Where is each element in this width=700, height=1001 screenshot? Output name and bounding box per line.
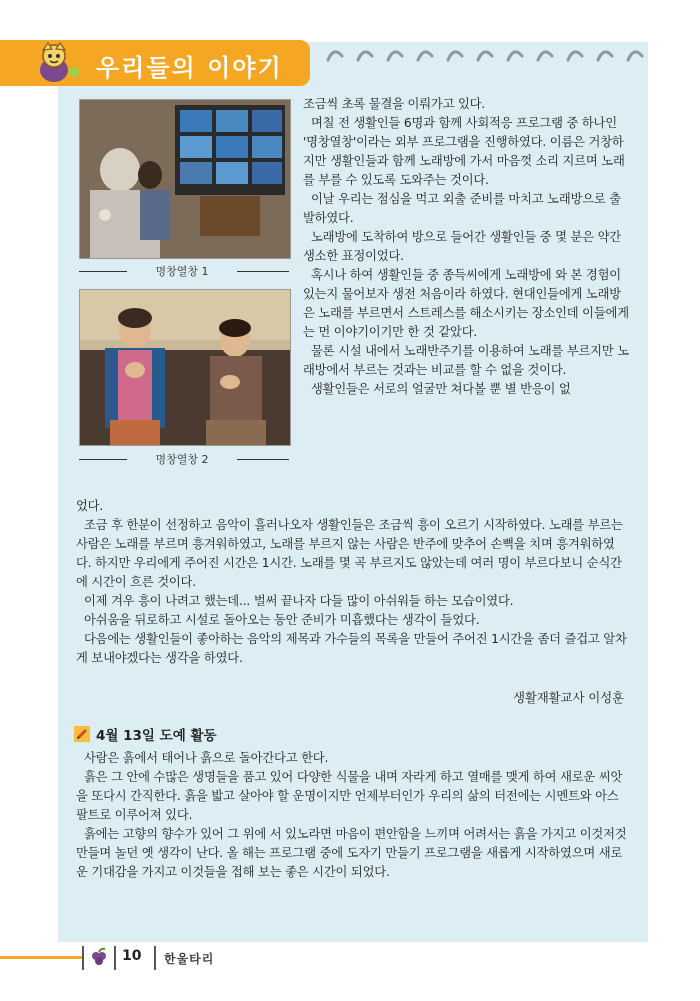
caption-rule-right: [237, 459, 289, 460]
author-signature: 생활재활교사 이성훈: [513, 691, 624, 705]
caption-rule-right: [237, 271, 289, 272]
paragraph: 조금 후 한분이 선정하고 음악이 흘러나오자 생활인들은 조금씩 흥이 오르기 시작하였다. 노래를 부르는 사람은 노래를 부르며 흥겨워하였고, 노래를 부르지 않는 사람은 반주에 맞추어 손뼉을 치며 흥겨워하였다. 하지만 우리에게 주어진 시간은 1시간. 노래를 몇 곡 부르지도 않았는데 여러 명이 부르다보니 순식간에 시간이 흐른 것이다.: [76, 518, 623, 589]
paragraph: 흙은 그 안에 수많은 생명들을 품고 있어 다양한 식물을 내며 자라게 하고 열매를 맺게 하여 새로운 씨앗을 또다시 간직한다. 흙을 밟고 살아야 할 운명이지만 언제부터인가 우리의 삶의 터전에는 시멘트와 아스팔트로 이루어져 있다.: [76, 770, 623, 822]
grape-icon: [88, 946, 110, 968]
caption-rule-left: [79, 459, 127, 460]
paragraph: 이제 겨우 흥이 나려고 했는데... 벌써 끝나자 다들 많이 아쉬워들 하는 모습이였다.: [84, 594, 514, 608]
paragraph: 이날 우리는 점심을 먹고 외출 준비를 마치고 노래방으로 출발하였다.: [303, 192, 621, 225]
footer-divider: [82, 946, 84, 970]
photo-caption-2: 명창열창 2: [155, 453, 209, 466]
photo-karaoke-1: [79, 99, 291, 259]
pencil-icon: [74, 726, 90, 742]
article-right-column: [303, 95, 630, 399]
paragraph: 다음에는 생활인들이 좋아하는 음악의 제목과 가수들의 목록을 만들어 주어진 1시간을 좀더 즐겁고 알차게 보내야겠다는 생각을 하였다.: [76, 632, 627, 665]
magazine-name: 한울타리: [164, 952, 215, 966]
section-heading-text: 4월 13일 도예 활동: [96, 728, 217, 744]
footer-divider: [114, 946, 116, 970]
article-full-width: [76, 497, 630, 668]
paragraph: 며칠 전 생활인들 6명과 함께 사회적응 프로그램 중 하나인 '명창열창'이라는 외부 프로그램을 진행하였다. 이름은 거창하지만 생활인들과 함께 노래방에 가서 마음껏 소리 지르며 노래를 부를 수 있도록 도와주는 것이다.: [303, 116, 625, 187]
paragraph: 흙에는 고향의 향수가 있어 그 위에 서 있노라면 마음이 편안함을 느끼며 어려서는 흙을 가지고 이것저것 만들며 놀던 옛 생각이 난다. 올 해는 프로그램 중에 도자기 만들기 프로그램을 새롭게 시작하였으며 새로운 기대감을 가지고 이것들을 접해 보는 좋은 시간이 되었다.: [76, 827, 627, 879]
article2-body: [76, 749, 630, 882]
paragraph: 었다.: [76, 499, 104, 513]
paragraph: 아쉬움을 뒤로하고 시설로 돌아오는 동안 준비가 미흡했다는 생각이 들었다.: [84, 613, 480, 627]
paragraph: 혹시나 하여 생활인들 중 종득씨에게 노래방에 와 본 경험이 있는지 물어보자 생전 처음이라 하였다. 현대인들에게 노래방은 노래를 부르면서 스트레스를 해소시키는 장소인데 이들에게는 먼 이야기이기만 한 것 같았다.: [303, 268, 629, 339]
section-title: 우리들의 이야기: [96, 54, 283, 82]
paragraph: 생활인들은 서로의 얼굴만 쳐다볼 뿐 별 반응이 없: [311, 382, 571, 396]
mascot-icon: [30, 42, 82, 84]
paragraph: 노래방에 도착하여 방으로 들어간 생활인들 중 몇 분은 약간 생소한 표정이었다.: [303, 230, 621, 263]
section-heading: [74, 724, 217, 744]
paragraph: 조금씩 초록 물결을 이뤄가고 있다.: [303, 97, 486, 111]
paragraph: 사람은 흙에서 태어나 흙으로 돌아간다고 한다.: [84, 751, 329, 765]
spiral-binding-icon: [320, 38, 650, 74]
footer-accent-bar: [0, 956, 82, 959]
paragraph: 물론 시설 내에서 노래반주기를 이용하여 노래를 부르지만 노래방에서 부르는 것과는 비교를 할 수 없을 것이다.: [303, 344, 629, 377]
caption-rule-left: [79, 271, 127, 272]
page-number: 10: [122, 948, 142, 964]
photo-karaoke-2: [79, 289, 291, 446]
footer-divider: [154, 946, 156, 970]
photo-caption-1: 명창열창 1: [155, 265, 209, 278]
